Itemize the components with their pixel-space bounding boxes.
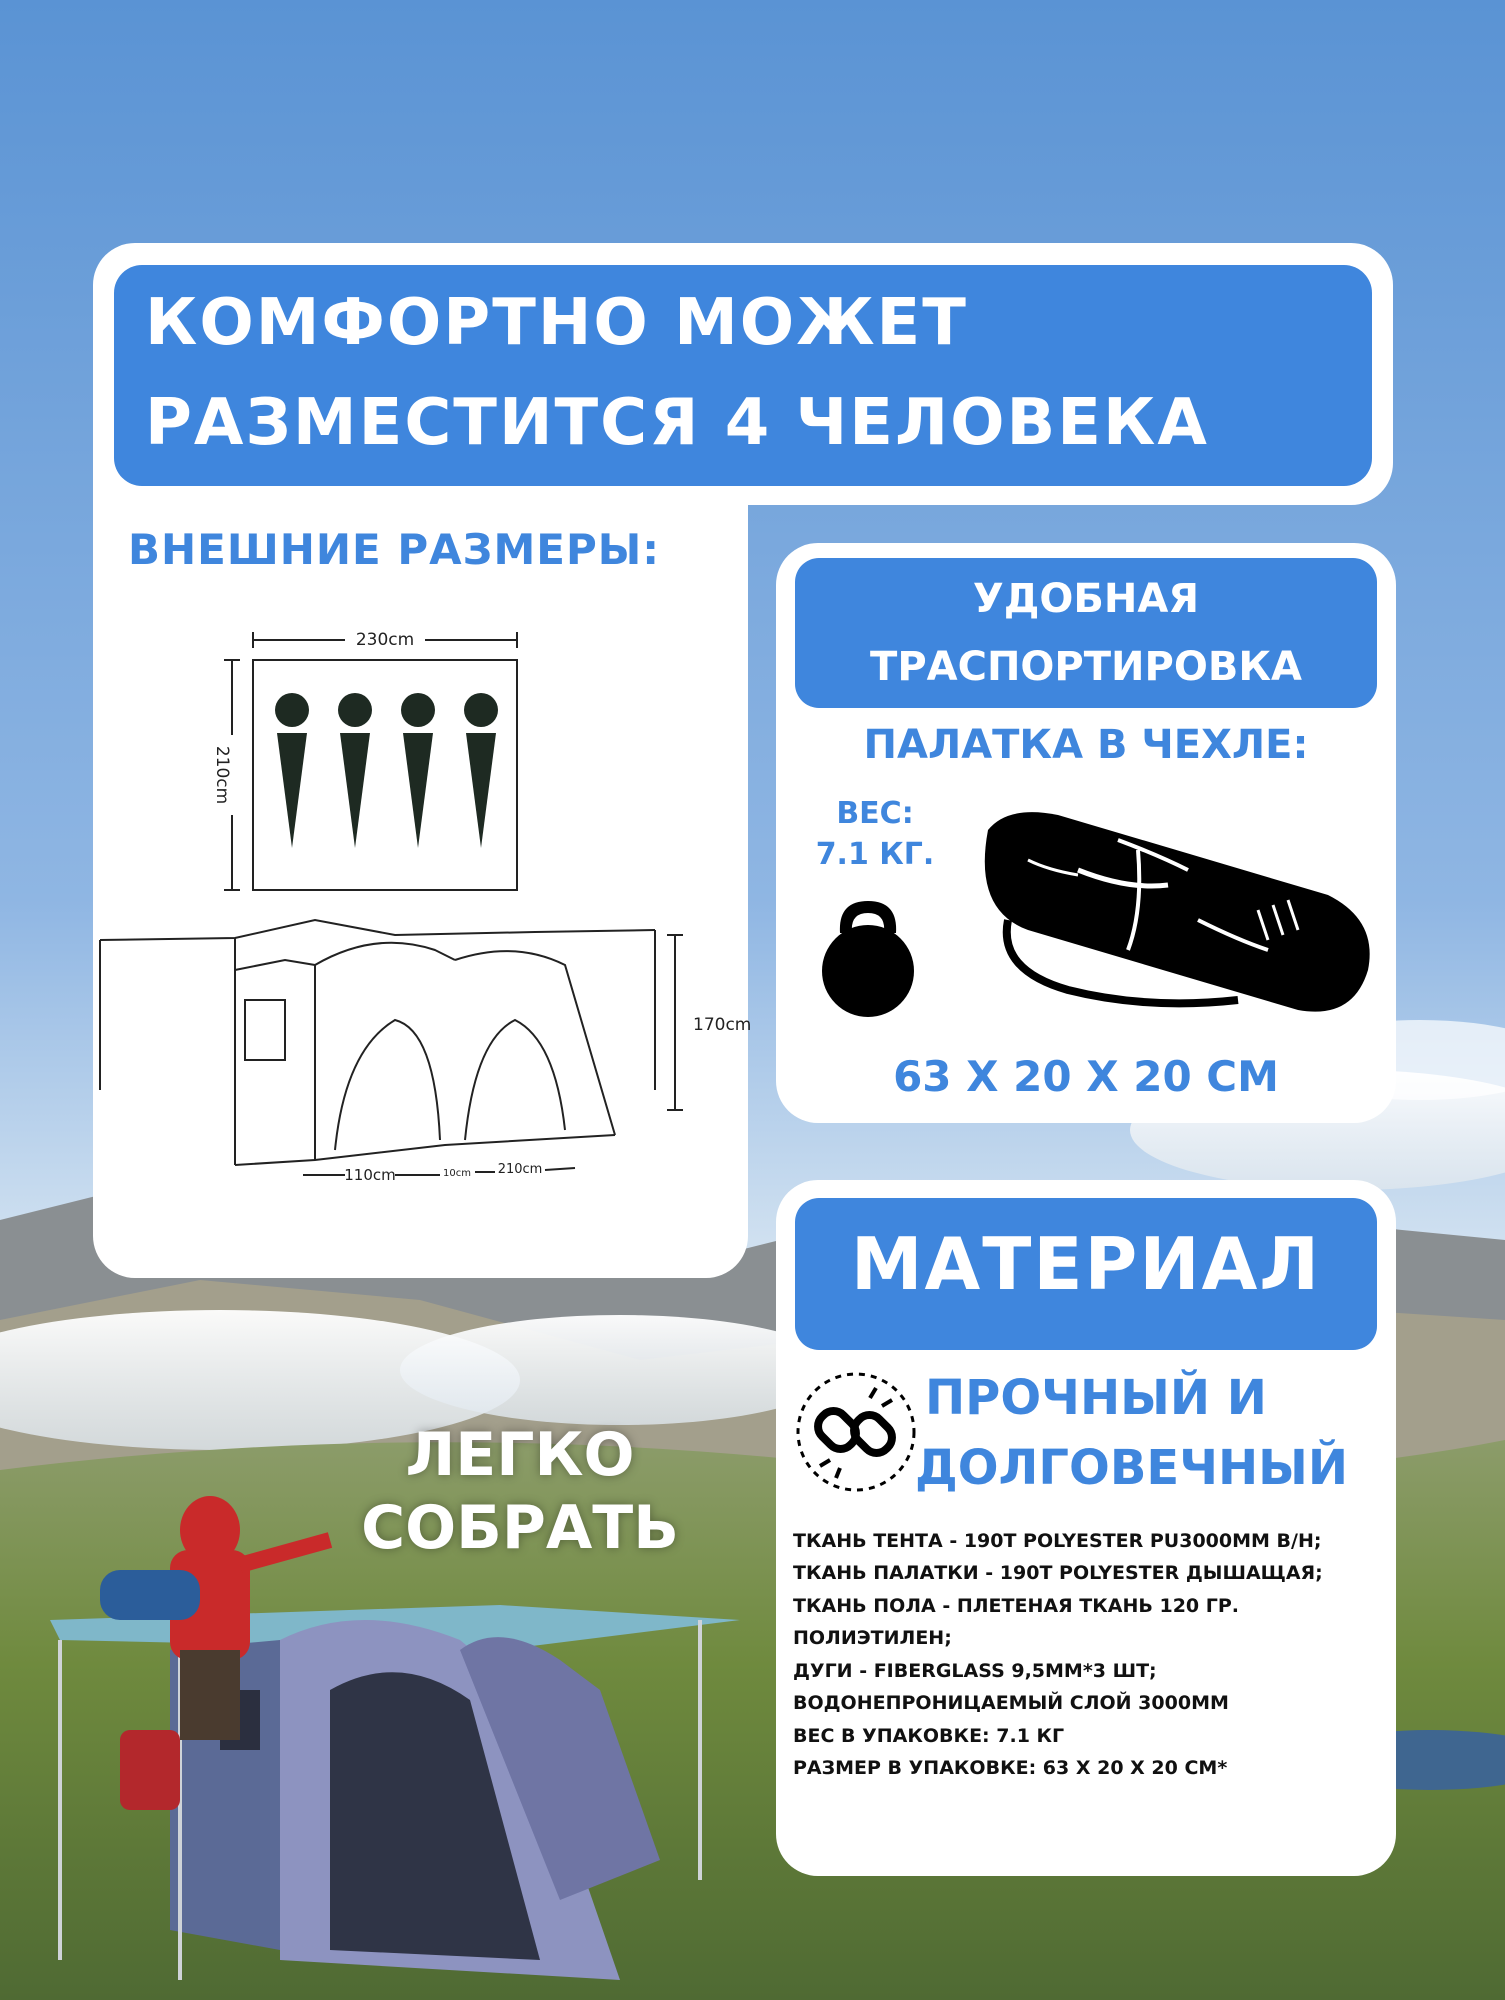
headline-line2: РАЗМЕСТИТСЯ 4 ЧЕЛОВЕКА bbox=[145, 386, 1209, 460]
headline-line1: КОМФОРТНО МОЖЕТ bbox=[145, 286, 968, 360]
dimensions-title: ВНЕШНИЕ РАЗМЕРЫ: bbox=[128, 525, 661, 574]
bottom-label-1: 110cm bbox=[344, 1166, 396, 1184]
spec-line: ВЕС В УПАКОВКЕ: 7.1 КГ bbox=[793, 1725, 1065, 1747]
bottom-label-2: 10cm bbox=[443, 1168, 471, 1179]
kettlebell-icon bbox=[812, 893, 924, 1018]
transport-title-line2: ТРАСПОРТИРОВКА bbox=[870, 644, 1302, 690]
broken-chain-icon bbox=[792, 1368, 920, 1496]
tent-dimension-diagram bbox=[95, 620, 752, 1200]
height-label: 170cm bbox=[693, 1015, 752, 1035]
weight-value: 7.1 КГ. bbox=[815, 837, 935, 872]
person-icon bbox=[275, 693, 309, 848]
tent-bag-icon bbox=[968, 800, 1383, 1030]
bag-size: 63 Х 20 Х 20 СМ bbox=[893, 1052, 1279, 1101]
transport-subtitle: ПАЛАТКА В ЧЕХЛЕ: bbox=[863, 722, 1309, 768]
person-icon bbox=[401, 693, 435, 848]
person-icon bbox=[464, 693, 498, 848]
spec-line: ТКАНЬ ПОЛА - ПЛЕТЕНАЯ ТКАНЬ 120 ГР. bbox=[793, 1595, 1240, 1617]
material-subtitle-line2: ДОЛГОВЕЧНЫЙ bbox=[915, 1440, 1349, 1496]
material-title: МАТЕРИАЛ bbox=[850, 1222, 1322, 1306]
spec-line: ВОДОНЕПРОНИЦАЕМЫЙ СЛОЙ 3000MM bbox=[793, 1692, 1229, 1714]
assembly-caption-line1: ЛЕГКО bbox=[405, 1420, 635, 1490]
width-label: 230cm bbox=[355, 630, 415, 650]
spec-line: ТКАНЬ ТЕНТА - 190T POLYESTER PU3000MM В/Н; bbox=[793, 1530, 1322, 1552]
person-icon bbox=[338, 693, 372, 848]
assembly-caption-line2: СОБРАТЬ bbox=[361, 1493, 679, 1563]
tent-side-view bbox=[100, 920, 683, 1175]
bottom-label-3: 210cm bbox=[497, 1162, 543, 1177]
spec-line: РАЗМЕР В УПАКОВКЕ: 63 Х 20 Х 20 СМ* bbox=[793, 1757, 1228, 1779]
spec-line: ДУГИ - FIBERGLASS 9,5MM*3 ШТ; bbox=[793, 1660, 1157, 1682]
weight-label: ВЕС: bbox=[836, 796, 914, 831]
spec-line: ТКАНЬ ПАЛАТКИ - 190T POLYESTER ДЫШАЩАЯ; bbox=[793, 1562, 1323, 1584]
material-subtitle-line1: ПРОЧНЫЙ И bbox=[925, 1370, 1267, 1426]
depth-label: 210cm bbox=[212, 745, 232, 805]
transport-title-line1: УДОБНАЯ bbox=[972, 576, 1200, 622]
spec-line: ПОЛИЭТИЛЕН; bbox=[793, 1627, 952, 1649]
